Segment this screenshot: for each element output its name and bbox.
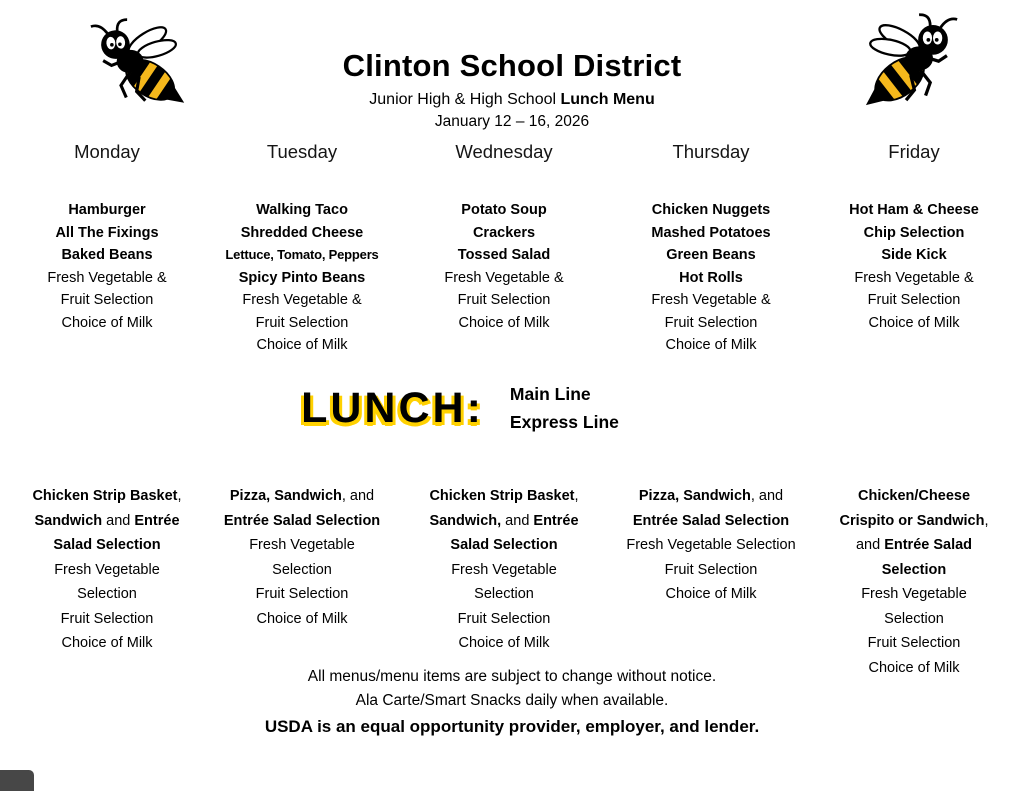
menu-line: Choice of Milk: [458, 635, 550, 651]
subtitle-plain-text: Junior High & High School: [369, 91, 561, 108]
menu-line: Fresh Vegetable: [54, 561, 160, 578]
menu-express-tuesday: [206, 484, 398, 680]
lunch-line-labels: [510, 382, 619, 435]
menu-line: Selection: [884, 610, 944, 627]
menu-line: Fresh Vegetable: [861, 586, 967, 602]
menu-line: Hot Rolls: [679, 269, 743, 286]
main-line-label: Main Line: [509, 384, 591, 404]
menu-line: Choice of Milk: [256, 337, 348, 353]
menu-line: Selection: [881, 561, 947, 578]
menu-main-friday: [812, 199, 1016, 357]
menu-line: Fresh Vegetable: [249, 537, 355, 553]
menu-line: Fruit Selection: [255, 314, 349, 331]
menu-line: Pizza, Sandwich, and: [229, 488, 375, 504]
menu-line: Chip Selection: [863, 224, 965, 241]
page-corner-artifact: [0, 770, 34, 791]
subtitle: [0, 91, 1024, 109]
menu-line: and Entrée Salad: [855, 537, 973, 553]
menu-line: Entrée Salad Selection: [632, 512, 790, 529]
menu-main-wednesday: [398, 199, 610, 357]
menu-line: Potato Soup: [461, 202, 547, 218]
menu-line: Fruit Selection: [457, 610, 551, 627]
menu-line: Fresh Vegetable: [451, 561, 557, 578]
menu-line: Fresh Vegetable &: [242, 292, 362, 308]
menu-line: Fruit Selection: [457, 292, 551, 308]
menu-line: Fresh Vegetable &: [444, 269, 564, 286]
menu-line: Choice of Milk: [665, 586, 757, 602]
menu-line: Choice of Milk: [868, 314, 960, 331]
menu-line: Entrée Salad Selection: [223, 512, 381, 529]
main-line-menu-row: [8, 199, 1016, 357]
menu-line: Side Kick: [881, 247, 947, 263]
subtitle-bold-text: Lunch Menu: [560, 91, 655, 108]
day-header-friday: Friday: [888, 141, 940, 162]
menu-line: Fruit Selection: [60, 610, 154, 627]
menu-main-monday: [8, 199, 206, 357]
menu-line: Selection: [474, 586, 534, 602]
menu-line: Choice of Milk: [256, 610, 348, 627]
menu-line: Crispito or Sandwich,: [839, 512, 989, 529]
footer-change-notice: All menus/menu items are subject to change without notice.: [307, 668, 717, 685]
express-line-label: Express Line: [509, 412, 619, 432]
menu-line: Hot Ham & Cheese: [849, 202, 979, 218]
lunch-banner: [0, 382, 920, 435]
menu-line: Fresh Vegetable &: [651, 292, 771, 308]
menu-line: Chicken Strip Basket,: [429, 488, 579, 504]
menu-express-monday: [8, 484, 206, 680]
menu-main-tuesday: [206, 199, 398, 357]
menu-line: Fresh Vegetable Selection: [626, 537, 796, 553]
menu-line: Chicken/Cheese: [857, 488, 971, 504]
menu-line: Green Beans: [666, 247, 756, 263]
menu-line: Selection: [272, 561, 332, 578]
menu-line: Fruit Selection: [60, 292, 154, 308]
menu-line: Walking Taco: [256, 202, 348, 218]
menu-line: Chicken Strip Basket,: [32, 488, 182, 504]
day-header-thursday: Thursday: [672, 141, 750, 162]
menu-line: Salad Selection: [53, 537, 161, 553]
menu-line: Choice of Milk: [868, 659, 960, 676]
menu-line: Choice of Milk: [458, 314, 550, 331]
menu-line: Sandwich, and Entrée: [429, 512, 579, 529]
document-header: [0, 48, 1024, 131]
footer-usda-statement: USDA is an equal opportunity provider, employer, and lender.: [264, 717, 760, 736]
menu-line: Shredded Cheese: [240, 224, 364, 241]
menu-line: Fruit Selection: [664, 314, 758, 331]
menu-line: Lettuce, Tomato, Peppers: [225, 247, 379, 262]
menu-line: Spicy Pinto Beans: [238, 269, 366, 286]
menu-line: Chicken Nuggets: [651, 202, 771, 218]
menu-express-friday: [812, 484, 1016, 680]
menu-line: Mashed Potatoes: [651, 224, 771, 241]
lunch-label: LUNCH:: [301, 384, 484, 432]
menu-line: Baked Beans: [61, 247, 153, 263]
menu-express-thursday: [610, 484, 812, 680]
menu-line: Choice of Milk: [61, 635, 153, 651]
menu-line: All The Fixings: [55, 224, 159, 241]
menu-line: Fresh Vegetable &: [47, 269, 167, 286]
menu-line: Fruit Selection: [255, 586, 349, 602]
day-header-wednesday: Wednesday: [455, 141, 553, 162]
day-header-tuesday: Tuesday: [266, 141, 338, 162]
weekday-header-row: [8, 141, 1016, 163]
date-range: January 12 – 16, 2026: [434, 113, 590, 130]
menu-line: Pizza, Sandwich, and: [638, 488, 784, 504]
menu-main-thursday: [610, 199, 812, 357]
menu-line: Fruit Selection: [867, 635, 961, 651]
menu-line: Hamburger: [68, 202, 146, 218]
menu-line: Fruit Selection: [664, 561, 758, 578]
menu-line: Choice of Milk: [61, 314, 153, 331]
menu-line: Fruit Selection: [867, 292, 961, 308]
menu-line: Choice of Milk: [665, 337, 757, 353]
menu-line: Sandwich and Entrée: [34, 512, 180, 529]
express-line-menu-row: [8, 484, 1016, 680]
page-title: Clinton School District: [342, 48, 682, 83]
menu-express-wednesday: [398, 484, 610, 680]
menu-line: Salad Selection: [450, 537, 558, 553]
menu-line: Tossed Salad: [457, 247, 551, 263]
menu-line: Crackers: [472, 224, 536, 241]
menu-line: Fresh Vegetable &: [854, 269, 974, 286]
footer-notes: [0, 665, 1024, 737]
footer-alacarte-notice: Ala Carte/Smart Snacks daily when available.: [355, 692, 669, 709]
menu-line: Selection: [77, 586, 137, 602]
day-header-monday: Monday: [74, 141, 140, 162]
